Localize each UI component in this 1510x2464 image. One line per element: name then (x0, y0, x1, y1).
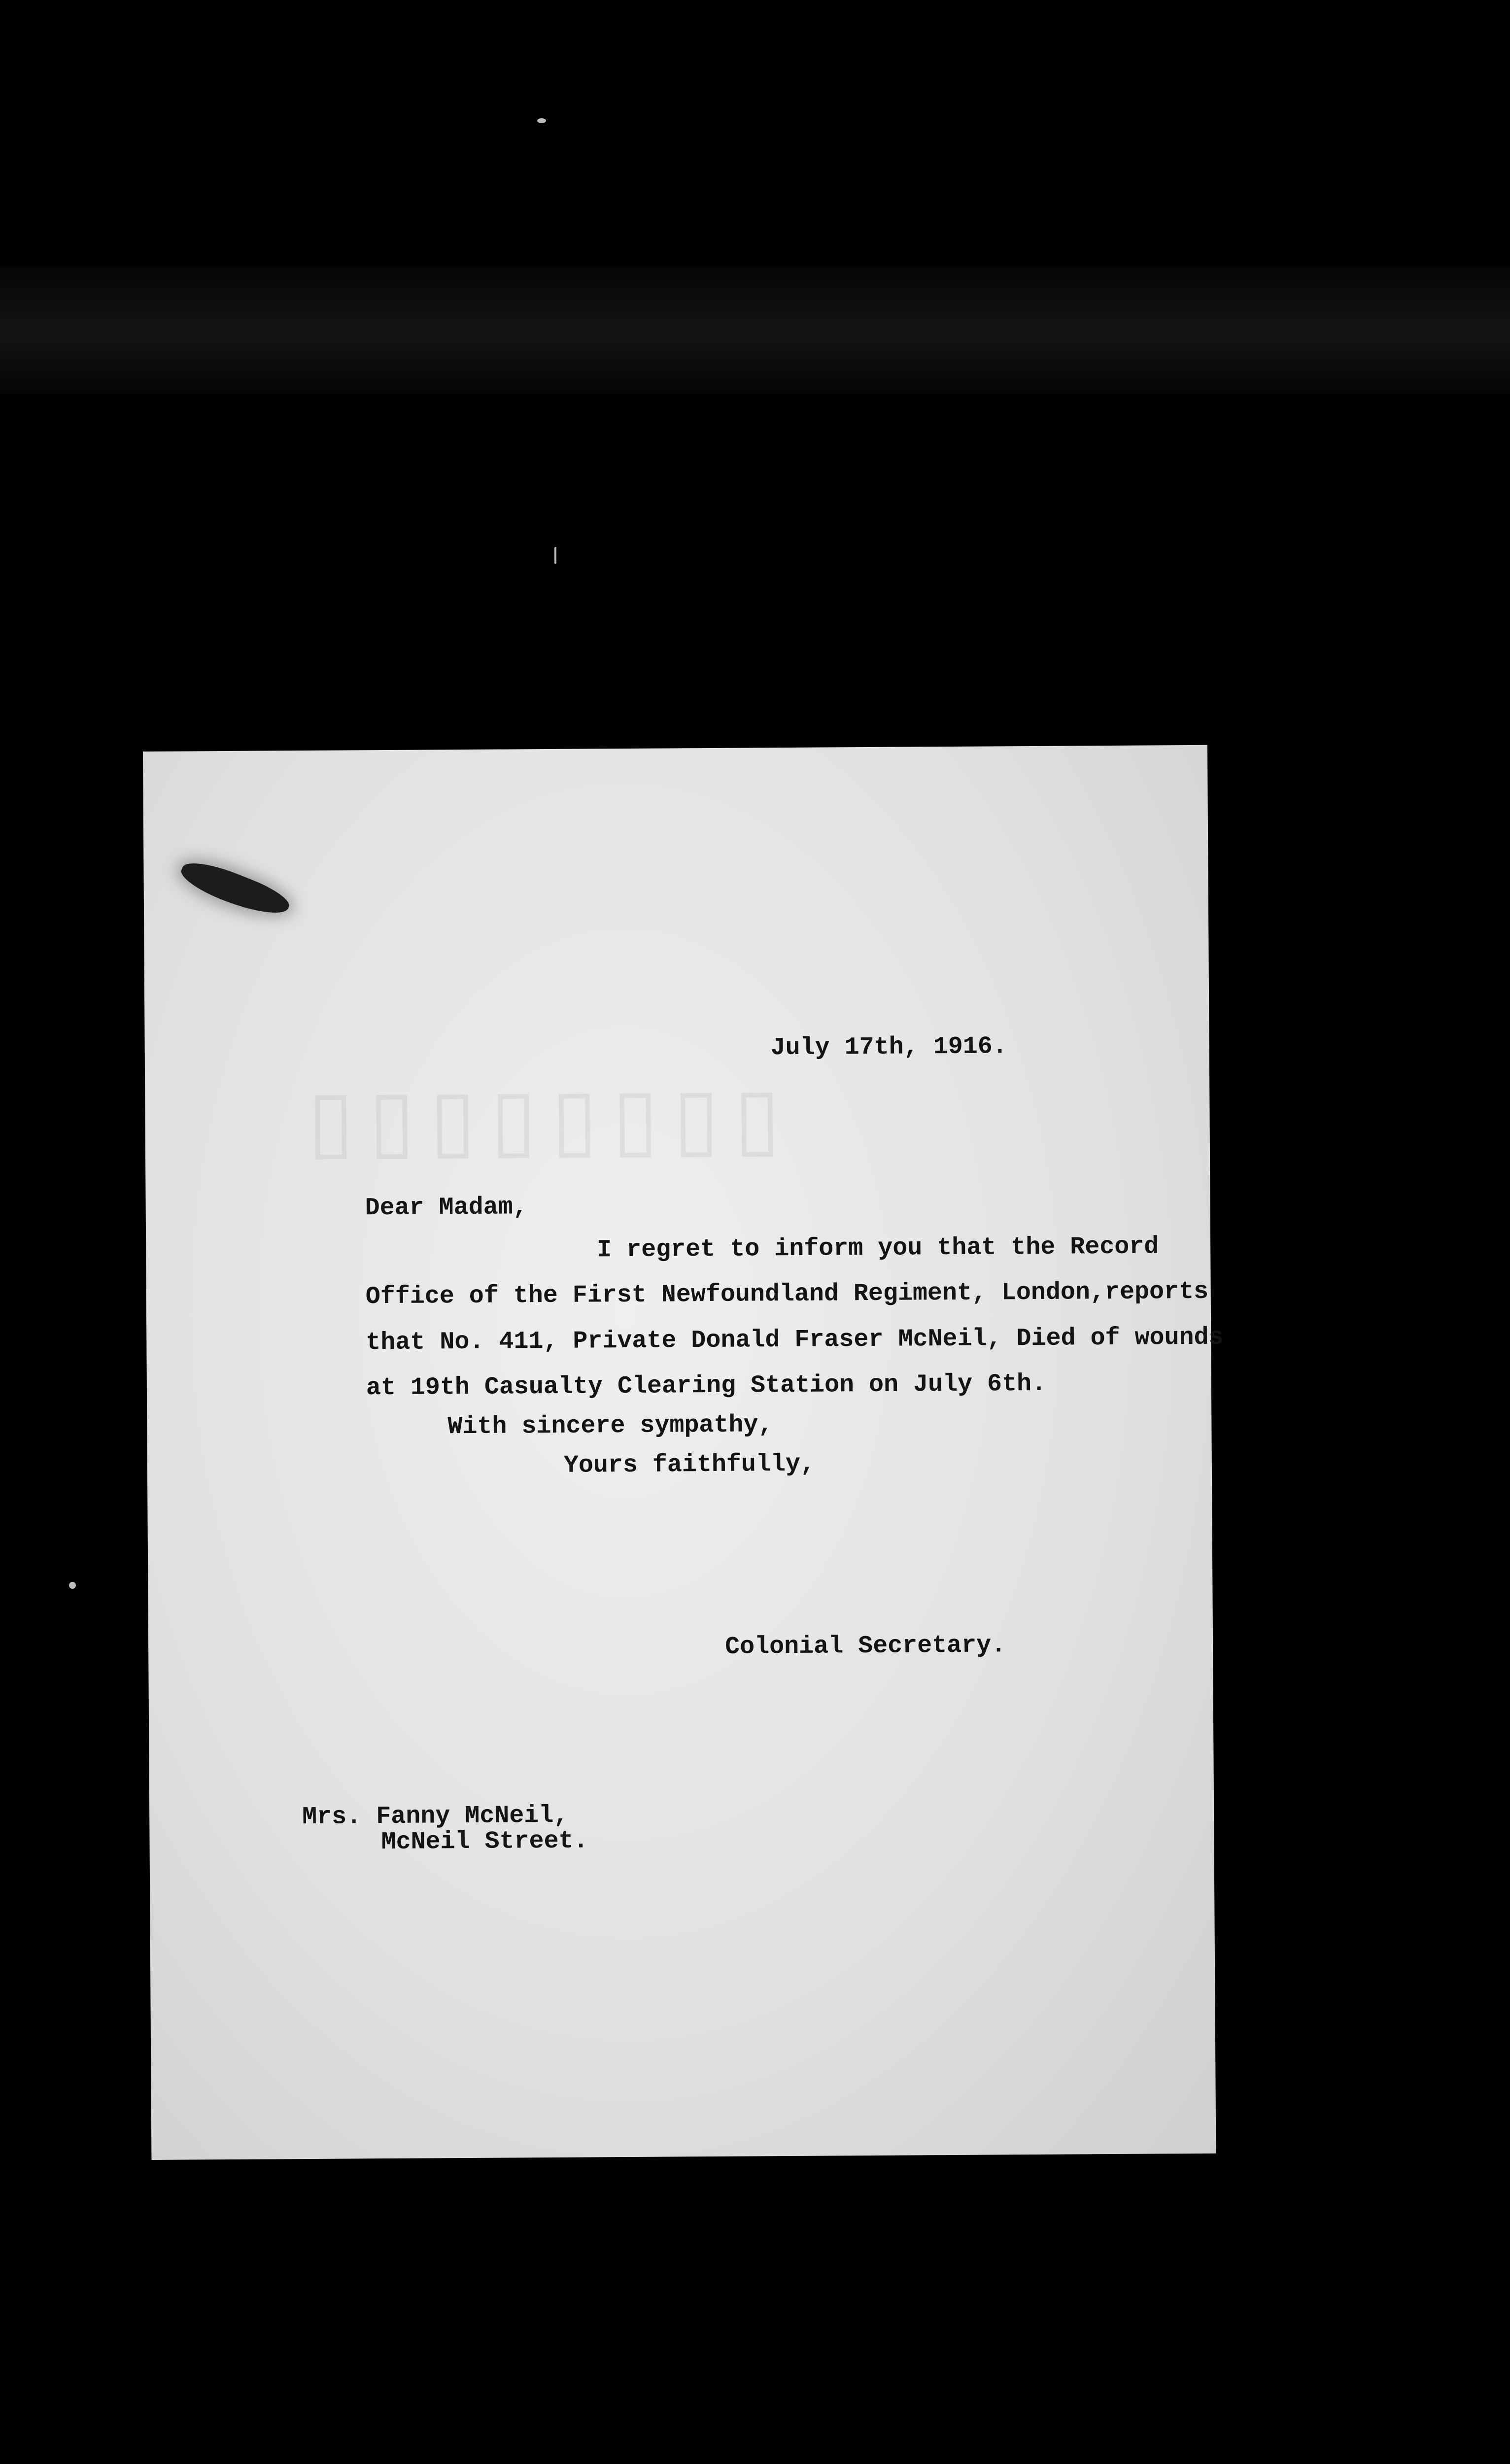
film-scan-band (0, 266, 1510, 394)
dust-speck (554, 547, 556, 564)
recipient-street: McNeil Street. (381, 1827, 588, 1857)
paper-watermark: ▯▯▯▯▯▯▯▯ (307, 1067, 795, 1169)
letter-page (143, 745, 1224, 2160)
letter-body-line: Office of the First Newfoundland Regiment, London,reports (365, 1277, 1209, 1311)
letter-closing: Yours faithfully, (563, 1450, 816, 1480)
dust-speck (537, 118, 546, 123)
recipient-name: Mrs. Fanny McNeil, (302, 1801, 569, 1832)
ink-stain (177, 855, 293, 924)
letter-signature: Colonial Secretary. (724, 1631, 1006, 1661)
letter-body-line: at 19th Casualty Clearing Station on July 6th. (366, 1369, 1047, 1403)
letter-sympathy: With sincere sympathy, (447, 1411, 773, 1441)
letter-body-line: that No. 411, Private Donald Fraser McNeil, Died of wounds (366, 1323, 1224, 1357)
letter-body-line: I regret to inform you that the Record (597, 1232, 1159, 1265)
letter-date: July 17th, 1916. (770, 1032, 1007, 1062)
dust-speck (69, 1582, 76, 1589)
letter-salutation: Dear Madam, (365, 1193, 528, 1223)
